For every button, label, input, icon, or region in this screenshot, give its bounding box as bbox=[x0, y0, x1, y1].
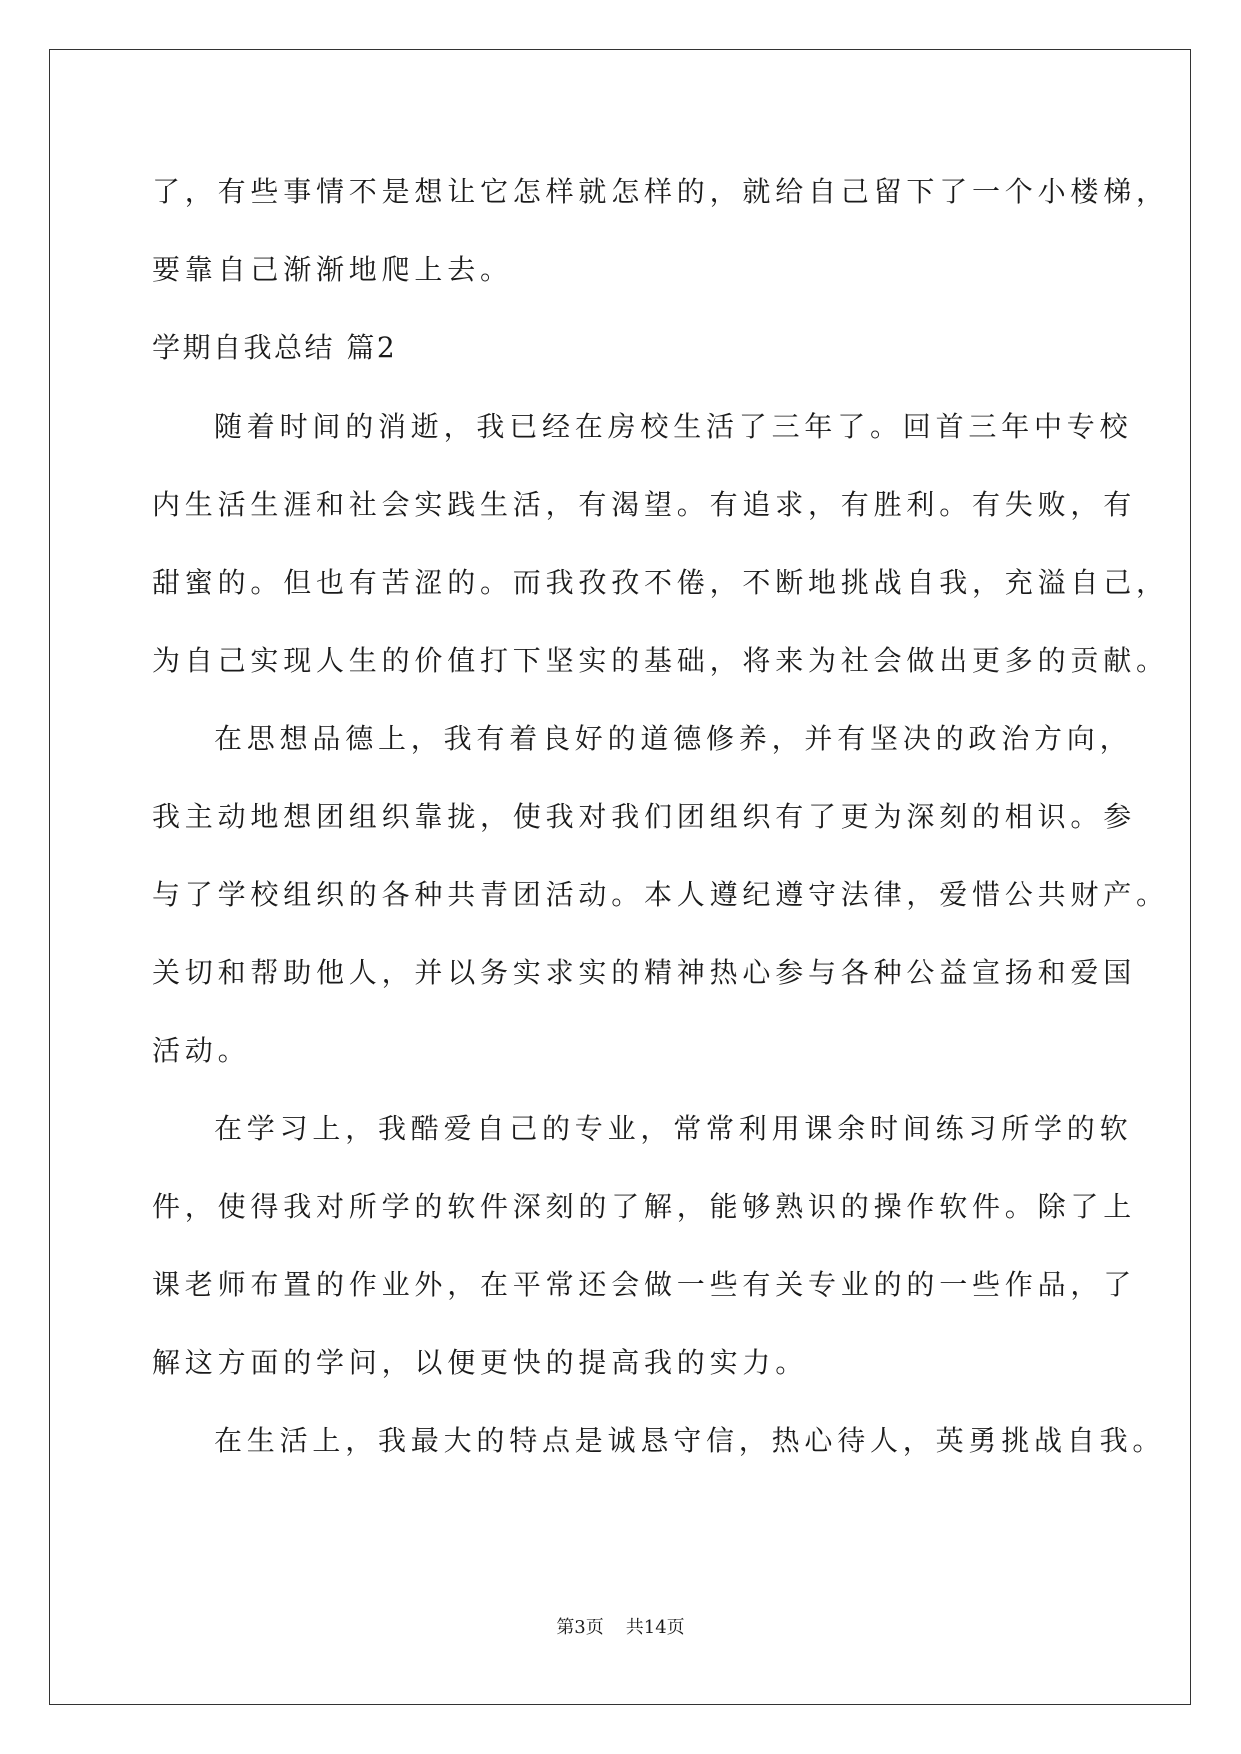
text-line: 内生活生涯和社会实践生活，有渴望。有追求，有胜利。有失败，有 bbox=[152, 488, 1137, 521]
text-line: 随着时间的消逝，我已经在房校生活了三年了。回首三年中专校 bbox=[214, 410, 1133, 443]
text-line: 在学习上，我酷爱自己的专业，常常利用课余时间练习所学的软 bbox=[214, 1112, 1133, 1145]
text-line: 解这方面的学问，以便更快的提高我的实力。 bbox=[152, 1346, 809, 1379]
text-line: 要靠自己渐渐地爬上去。 bbox=[152, 253, 513, 286]
text-line: 关切和帮助他人，并以务实求实的精神热心参与各种公益宣扬和爱国 bbox=[152, 956, 1137, 989]
page-number-current: 第3页 bbox=[556, 1617, 604, 1638]
page-number-total: 共14页 bbox=[625, 1617, 685, 1638]
text-line: 甜蜜的。但也有苦涩的。而我孜孜不倦，不断地挑战自我，充溢自己， bbox=[152, 566, 1169, 599]
section-heading: 学期自我总结 篇2 bbox=[152, 331, 398, 364]
text-line: 我主动地想团组织靠拢，使我对我们团组织有了更为深刻的相识。参 bbox=[152, 800, 1137, 833]
text-line: 为自己实现人生的价值打下坚实的基础，将来为社会做出更多的贡献。 bbox=[152, 644, 1169, 677]
text-line: 课老师布置的作业外，在平常还会做一些有关专业的的一些作品，了 bbox=[152, 1268, 1137, 1301]
text-line: 了，有些事情不是想让它怎样就怎样的，就给自己留下了一个小楼梯， bbox=[152, 175, 1169, 208]
text-line: 在思想品德上，我有着良好的道德修养，并有坚决的政治方向， bbox=[214, 722, 1133, 755]
page-footer bbox=[0, 1616, 1241, 1640]
text-line: 活动。 bbox=[152, 1034, 251, 1067]
text-line: 件，使得我对所学的软件深刻的了解，能够熟识的操作软件。除了上 bbox=[152, 1190, 1137, 1223]
text-line: 在生活上，我最大的特点是诚恳守信，热心待人，英勇挑战自我。 bbox=[214, 1424, 1166, 1457]
text-line: 与了学校组织的各种共青团活动。本人遵纪遵守法律，爱惜公共财产。 bbox=[152, 878, 1169, 911]
